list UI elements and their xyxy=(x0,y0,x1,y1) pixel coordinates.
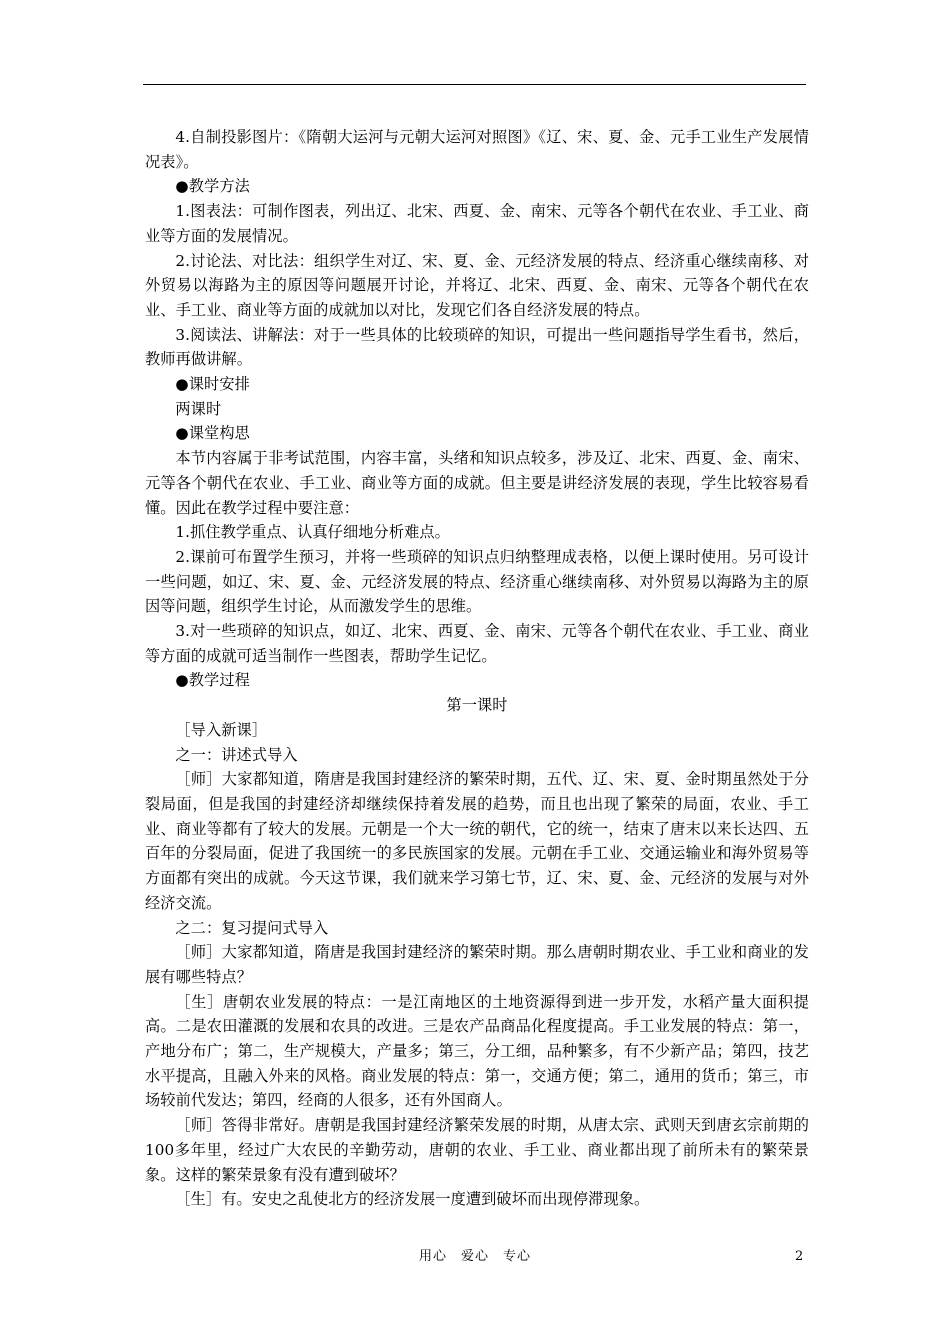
paragraph: ［师］答得非常好。唐朝是我国封建经济繁荣发展的时期，从唐太宗、武则天到唐玄宗前期的100多年里，经过广大农民的辛勤劳动，唐朝的农业、手工业、商业都出现了前所未有的繁荣景象。这样的繁荣景象有没有遭到破坏？ xyxy=(145,1116,809,1184)
section-heading-design: ●课堂构思 xyxy=(175,424,250,443)
paragraph: ［师］大家都知道，隋唐是我国封建经济的繁荣时期，五代、辽、宋、夏、金时期虽然处于分裂局面，但是我国的封建经济却继续保持着发展的趋势，而且也出现了繁荣的局面，农业、手工业、商业等都有了较大的发展。元朝是一个大一统的朝代，它的统一，结束了唐末以来长达四、五百年的分裂局面，促进了我国统一的多民族国家的发展。元朝在手工业、交通运输业和海外贸易等方面都有突出的成就。今天这节课，我们就来学习第七节，辽、宋、夏、金、元经济的发展与对外经济交流。 xyxy=(145,770,809,912)
lesson-title: 第一课时 xyxy=(446,696,508,715)
section-heading-schedule: ●课时安排 xyxy=(175,375,250,394)
paragraph: 1.抓住教学重点、认真仔细地分析难点。 xyxy=(175,523,450,542)
paragraph: 3.阅读法、讲解法：对于一些具体的比较琐碎的知识，可提出一些问题指导学生看书，然后，教师再做讲解。 xyxy=(145,325,809,369)
section-heading-process: ●教学过程 xyxy=(175,671,250,690)
paragraph: 4.自制投影图片：《隋朝大运河与元朝大运河对照图》《辽、宋、夏、金、元手工业生产发展情况表》。 xyxy=(145,128,809,171)
paragraph: ［师］大家都知道，隋唐是我国封建经济的繁荣时期。那么唐朝时期农业、手工业和商业的发展有哪些特点？ xyxy=(145,943,809,986)
paragraph: ［生］唐朝农业发展的特点：一是江南地区的土地资源得到进一步开发，水稻产量大面积提高。二是农田灌溉的发展和农具的改进。三是农产品商品化程度提高。手工业发展的特点：第一，产地分布广；第二，生产规模大，产量多；第三，分工细，品种繁多，有不少新产品；第四，技艺水平提高，且融入外来的风格。商业发展的特点：第一，交通方便；第二，通用的货币；第三，市场较前代发达；第四，经商的人很多，还有外国商人。 xyxy=(145,992,809,1110)
document-body xyxy=(145,125,809,1212)
paragraph: 2.讨论法、对比法：组织学生对辽、宋、夏、金、元经济发展的特点、经济重心继续南移、对外贸易以海路为主的原因等问题展开讨论，并将辽、北宋、西夏、金、南宋、元等各个朝代在农业、手工业、商业等方面的成就加以对比，发现它们各自经济发展的特点。 xyxy=(145,251,809,319)
paragraph: 本节内容属于非考试范围，内容丰富，头绪和知识点较多，涉及辽、北宋、西夏、金、南宋、元等各个朝代在农业、手工业、商业等方面的成就。但主要是讲经济发展的表现，学生比较容易看懂。因此在教学过程中要注意： xyxy=(145,449,809,517)
paragraph: 之一：讲述式导入 xyxy=(175,745,298,764)
header-rule xyxy=(143,84,806,85)
footer-motto: 用心 爱心 专心 xyxy=(418,1249,531,1264)
paragraph: 两课时 xyxy=(175,399,222,418)
paragraph: 之二：复习提问式导入 xyxy=(175,918,329,937)
page-number: 2 xyxy=(795,1249,804,1264)
section-heading-methods: ●教学方法 xyxy=(175,177,250,196)
paragraph: ［导入新课］ xyxy=(175,720,268,739)
paragraph: ［生］有。安史之乱使北方的经济发展一度遭到破坏而出现停滞现象。 xyxy=(175,1190,650,1209)
paragraph: 3.对一些琐碎的知识点，如辽、北宋、西夏、金、南宋、元等各个朝代在农业、手工业、商业等方面的成就可适当制作一些图表，帮助学生记忆。 xyxy=(145,622,809,665)
paragraph: 2.课前可布置学生预习，并将一些琐碎的知识点归纳整理成表格，以便上课时使用。另可设计一些问题，如辽、宋、夏、金、元经济发展的特点、经济重心继续南移、对外贸易以海路为主的原因等问题，组织学生讨论，从而激发学生的思维。 xyxy=(145,547,809,616)
paragraph: 1.图表法：可制作图表，列出辽、北宋、西夏、金、南宋、元等各个朝代在农业、手工业、商业等方面的发展情况。 xyxy=(145,202,809,245)
